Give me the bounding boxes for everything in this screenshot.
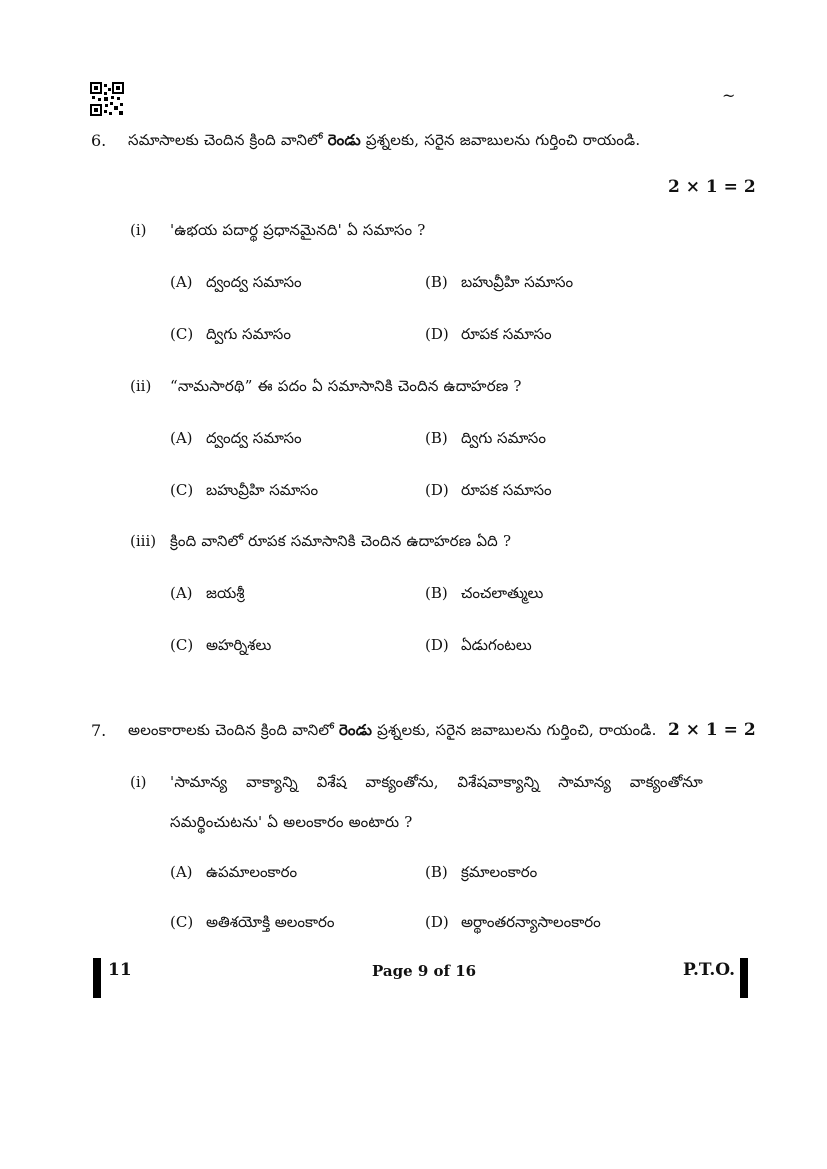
marks-label: 2 × 1 = 2 — [668, 177, 756, 197]
option — [170, 584, 245, 606]
option-text: జయశ్రీ — [206, 584, 245, 602]
option-text: ఉపమాలంకారం — [206, 863, 298, 881]
option-label: (D) — [425, 481, 449, 499]
question-text-part: సమాసాలకు చెందిన క్రింది వానిలో — [128, 131, 328, 149]
question-text — [128, 131, 640, 153]
option-text: అతిశయోక్తి అలంకారం — [206, 913, 335, 931]
option — [170, 429, 302, 451]
footer-bar-left — [93, 958, 101, 998]
option — [425, 584, 543, 606]
option — [425, 863, 537, 885]
option — [170, 863, 297, 885]
option-text: ద్విగు సమాసం — [206, 325, 291, 343]
option-label: (B) — [425, 584, 448, 602]
option — [170, 481, 318, 503]
question-text-emphasis: రెండు — [339, 721, 373, 739]
question-text-part: ప్రశ్నలకు, సరైన జవాబులను గుర్తించి, రాయండి. — [372, 721, 657, 739]
page-code: 11 — [108, 960, 132, 980]
option — [425, 429, 546, 451]
option-label: (A) — [170, 863, 193, 881]
option-label: (A) — [170, 584, 193, 602]
sub-question-text-line — [170, 773, 703, 795]
sub-question-label: (i) — [130, 221, 147, 239]
option-label: (C) — [170, 325, 194, 343]
option — [170, 913, 335, 935]
sub-question-label: (iii) — [130, 532, 157, 550]
word: విశేషవాక్యాన్ని — [457, 773, 540, 791]
question-text-emphasis: రెండు — [327, 131, 361, 149]
sub-question-text: “నామసారథి” ఈ పదం ఏ సమాసానికి చెందిన ఉదాహరణ ? — [170, 377, 522, 395]
sub-question-text: క్రింది వానిలో రూపక సమాసానికి చెందిన ఉదాహరణ ఏది ? — [170, 532, 512, 550]
option-label: (A) — [170, 273, 193, 291]
option-text: ఏడుగంటలు — [461, 636, 532, 654]
option-text: బహువ్రీహి సమాసం — [206, 481, 319, 499]
sub-question-label: (i) — [130, 773, 147, 791]
option-text: అర్థాంతరన్యాసాలంకారం — [461, 913, 601, 931]
option-label: (D) — [425, 636, 449, 654]
question-number: 7. — [91, 721, 107, 740]
option — [425, 913, 601, 935]
word: 'సామాన్య — [170, 773, 228, 791]
question-text-part: ప్రశ్నలకు, సరైన జవాబులను గుర్తించి రాయండి. — [360, 131, 641, 149]
option-label: (B) — [425, 429, 448, 447]
marks-label: 2 × 1 = 2 — [668, 720, 756, 740]
option — [170, 325, 291, 347]
word: వాక్యాన్ని — [246, 773, 298, 791]
option-label: (C) — [170, 636, 194, 654]
question-text — [128, 721, 657, 743]
word: వాక్యంతోను, — [365, 773, 439, 791]
option-label: (B) — [425, 273, 448, 291]
option-label: (C) — [170, 913, 194, 931]
option — [425, 273, 573, 295]
word: వాక్యంతోనూ — [629, 773, 703, 791]
option-label: (C) — [170, 481, 194, 499]
option-label: (D) — [425, 913, 449, 931]
option-text: ద్విగు సమాసం — [461, 429, 546, 447]
sub-question-label: (ii) — [130, 377, 152, 395]
option — [170, 273, 302, 295]
option — [425, 325, 552, 347]
question-text-part: అలంకారాలకు చెందిన క్రింది వానిలో — [128, 721, 339, 739]
footer-bar-right — [740, 958, 748, 998]
qr-code-icon — [90, 82, 124, 116]
option-text: బహువ్రీహి సమాసం — [461, 273, 574, 291]
option-label: (B) — [425, 863, 448, 881]
option — [425, 636, 532, 658]
option-label: (D) — [425, 325, 449, 343]
word: సామాన్య — [558, 773, 612, 791]
option-text: ద్వంద్వ సమాసం — [206, 429, 302, 447]
word: విశేష — [316, 773, 347, 791]
pto-label: P.T.O. — [683, 960, 735, 980]
option — [425, 481, 552, 503]
sub-question-text: 'ఉభయ పదార్థ ప్రధానమైనది' ఏ సమాసం ? — [170, 221, 426, 239]
sub-question-text-line: సమర్థించుటను' ఏ అలంకారం అంటారు ? — [170, 813, 413, 831]
option-text: అహర్నిశలు — [206, 636, 272, 654]
corner-mark: ~ — [722, 86, 736, 105]
option-text: క్రమాలంకారం — [461, 863, 538, 881]
option-text: రూపక సమాసం — [461, 325, 552, 343]
option-label: (A) — [170, 429, 193, 447]
option-text: చంచలాత్ములు — [461, 584, 544, 602]
question-number: 6. — [91, 131, 107, 150]
option — [170, 636, 271, 658]
option-text: ద్వంద్వ సమాసం — [206, 273, 302, 291]
page-number: Page 9 of 16 — [372, 962, 477, 980]
option-text: రూపక సమాసం — [461, 481, 552, 499]
